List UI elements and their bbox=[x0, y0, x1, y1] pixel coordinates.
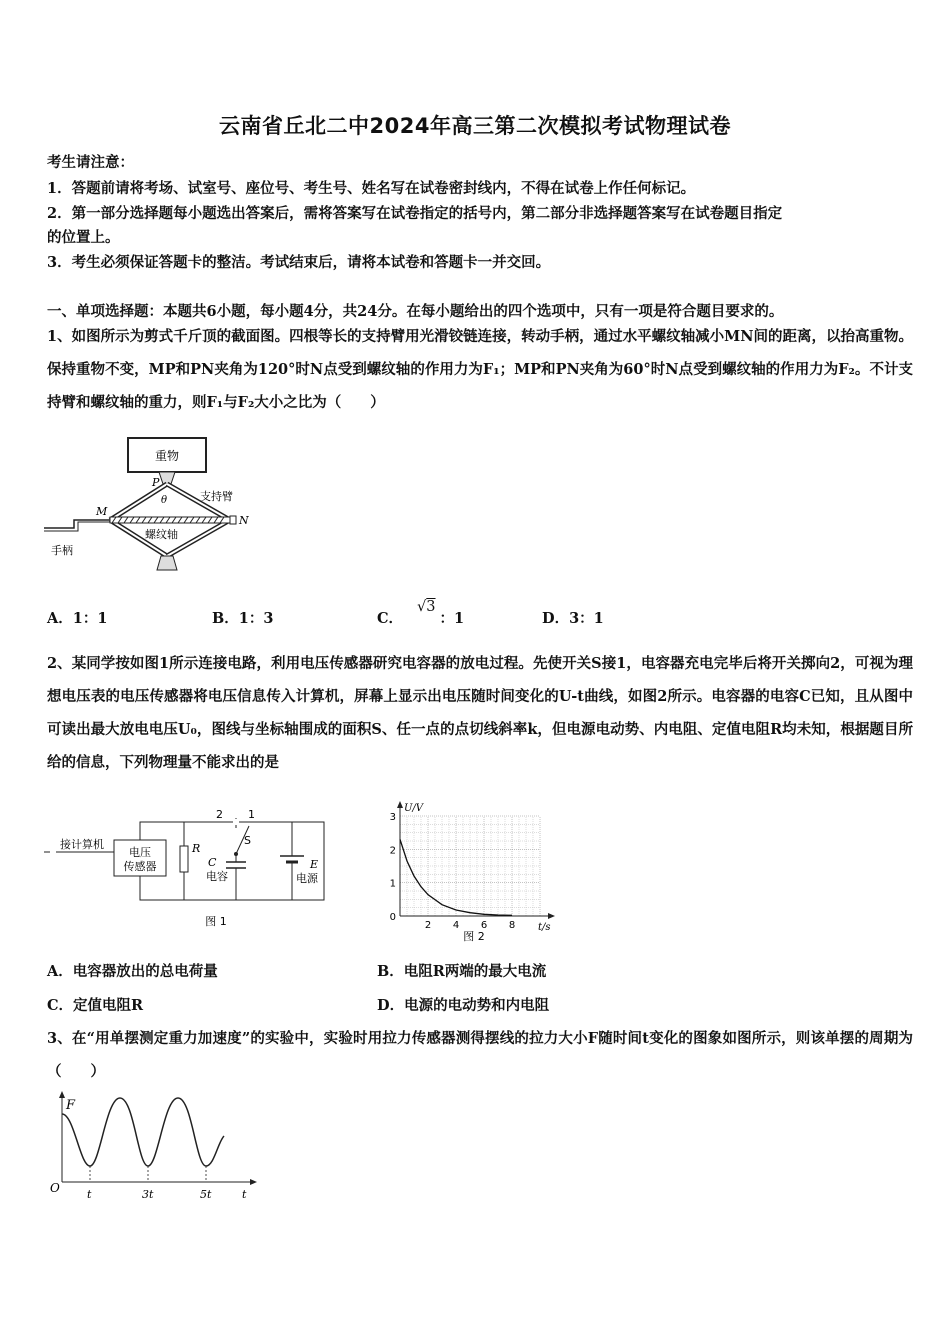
notice-item: 的位置上。 bbox=[47, 229, 120, 246]
question-3-text: 3、在“用单摆测定重力加速度”的实验中，实验时用拉力传感器测得摆线的拉力大小F随时间t变化的图象如图所示，则该单摆的周期为（ ） bbox=[47, 1030, 913, 1080]
y-tick-label: 0 bbox=[389, 912, 396, 923]
f-ylabel: F bbox=[66, 1098, 76, 1113]
q2-option-a[interactable]: A．电容器放出的总电荷量 bbox=[47, 963, 218, 980]
sensor-label-2: 传感器 bbox=[123, 860, 157, 873]
ut-xlabel: t/s bbox=[538, 922, 551, 933]
sqrt-symbol: √3 bbox=[417, 599, 436, 615]
arm-label: 支持臂 bbox=[200, 490, 233, 503]
q1-option-a[interactable]: A．1：1 bbox=[47, 610, 108, 627]
f-origin: O bbox=[50, 1181, 60, 1195]
page-title: 云南省丘北二中2024年高三第二次模拟考试物理试卷 bbox=[219, 114, 731, 138]
circuit-figure bbox=[44, 804, 334, 930]
f-xtick: t bbox=[87, 1188, 92, 1201]
screw-label: 螺纹轴 bbox=[145, 528, 178, 541]
fig1-caption: 图 1 bbox=[205, 915, 227, 928]
notice-item: 3．考生必须保证答题卡的整洁。考试结束后，请将本试卷和答题卡一并交回。 bbox=[47, 254, 551, 271]
source-label: 电源 bbox=[296, 872, 318, 885]
q1-option-c[interactable]: C．√3：1 bbox=[377, 599, 465, 627]
resistor-R bbox=[180, 846, 188, 872]
q2-option-d[interactable]: D．电源的电动势和内电阻 bbox=[377, 997, 550, 1014]
section-heading: 一、单项选择题：本题共6小题，每小题4分，共24分。在每小题给出的四个选项中，只有一项是符合题目要求的。 bbox=[47, 303, 784, 320]
label-M: M bbox=[96, 505, 108, 518]
ut-chart bbox=[380, 800, 560, 948]
x-tick-label: 8 bbox=[508, 920, 516, 931]
label-R: R bbox=[192, 842, 201, 855]
y-tick-label: 2 bbox=[389, 845, 396, 857]
x-tick-label: 4 bbox=[452, 920, 460, 931]
f-xtick: 5t bbox=[200, 1188, 212, 1201]
q1-option-d[interactable]: D．3：1 bbox=[542, 610, 604, 627]
pendulum-force-figure bbox=[44, 1090, 258, 1208]
q2-option-b[interactable]: B．电阻R两端的最大电流 bbox=[377, 963, 547, 980]
label-theta: θ bbox=[161, 495, 168, 506]
question-1-text: 1、如图所示为剪式千斤顶的截面图。四根等长的支持臂用光滑铰链连接，转动手柄，通过水平螺纹轴减小MN间的距离，以抬高重物。保持重物不变，MP和PN夹角为120°时N点受到螺纹轴的作用力为F₁；MP和PN夹角为60°时N点受到螺纹轴的作用力为F₂。不计支持臂和螺纹轴的重力，则F₁与F₂大小之比为（ ） bbox=[47, 328, 913, 411]
handle-label: 手柄 bbox=[51, 544, 73, 557]
label-S: S bbox=[244, 834, 251, 847]
f-xlabel: t bbox=[242, 1188, 247, 1201]
label-P: P bbox=[152, 476, 160, 489]
ut-ylabel: U/V bbox=[404, 803, 424, 814]
q1-option-b[interactable]: B．1：3 bbox=[212, 610, 274, 627]
force-curve bbox=[62, 1098, 224, 1166]
switch-pos-2: 2 bbox=[216, 808, 223, 821]
chart-grid bbox=[400, 816, 540, 916]
notice-heading: 考生请注意： bbox=[47, 154, 134, 171]
y-tick-label: 3 bbox=[389, 812, 396, 823]
f-xtick: 3t bbox=[142, 1188, 154, 1201]
notice-item: 1．答题前请将考场、试室号、座位号、考生号、姓名写在试卷密封线内，不得在试卷上作任何标记。 bbox=[47, 180, 696, 197]
capacitor-label: 电容 bbox=[206, 870, 228, 883]
weight-label: 重物 bbox=[154, 449, 180, 463]
x-tick-label: 6 bbox=[480, 920, 488, 931]
scissor-jack-figure bbox=[44, 432, 274, 580]
label-C: C bbox=[208, 856, 217, 869]
label-E: E bbox=[310, 858, 319, 871]
sensor-label-1: 电压 bbox=[129, 846, 151, 859]
x-tick-label: 2 bbox=[424, 920, 432, 931]
question-2-text: 2、某同学按如图1所示连接电路，利用电压传感器研究电容器的放电过程。先使开关S接1，电容器充电完毕后将开关掷向2，可视为理想电压表的电压传感器将电压信息传入计算机，屏幕上显示出电压随时间变化的U-t曲线，如图2所示。电容器的电容C已知，且从图中可读出最大放电电压U₀，图线与坐标轴围成的面积S、任一点的点切线斜率k，但电源电动势、内电阻、定值电阻R均未知，根据题目所给的信息，下列物理量不能求出的是 bbox=[47, 655, 913, 771]
q2-option-c[interactable]: C．定值电阻R bbox=[47, 997, 144, 1014]
y-tick-label: 1 bbox=[389, 878, 396, 890]
notice-item: 2．第一部分选择题每小题选出答案后，需将答案写在试卷指定的括号内，第二部分非选择题答案写在试卷题目指定 bbox=[47, 205, 783, 222]
switch-pos-1: 1 bbox=[248, 808, 255, 821]
fig2-caption: 图 2 bbox=[463, 930, 485, 943]
label-N: N bbox=[239, 514, 249, 527]
computer-label: 接计算机 bbox=[60, 838, 104, 851]
